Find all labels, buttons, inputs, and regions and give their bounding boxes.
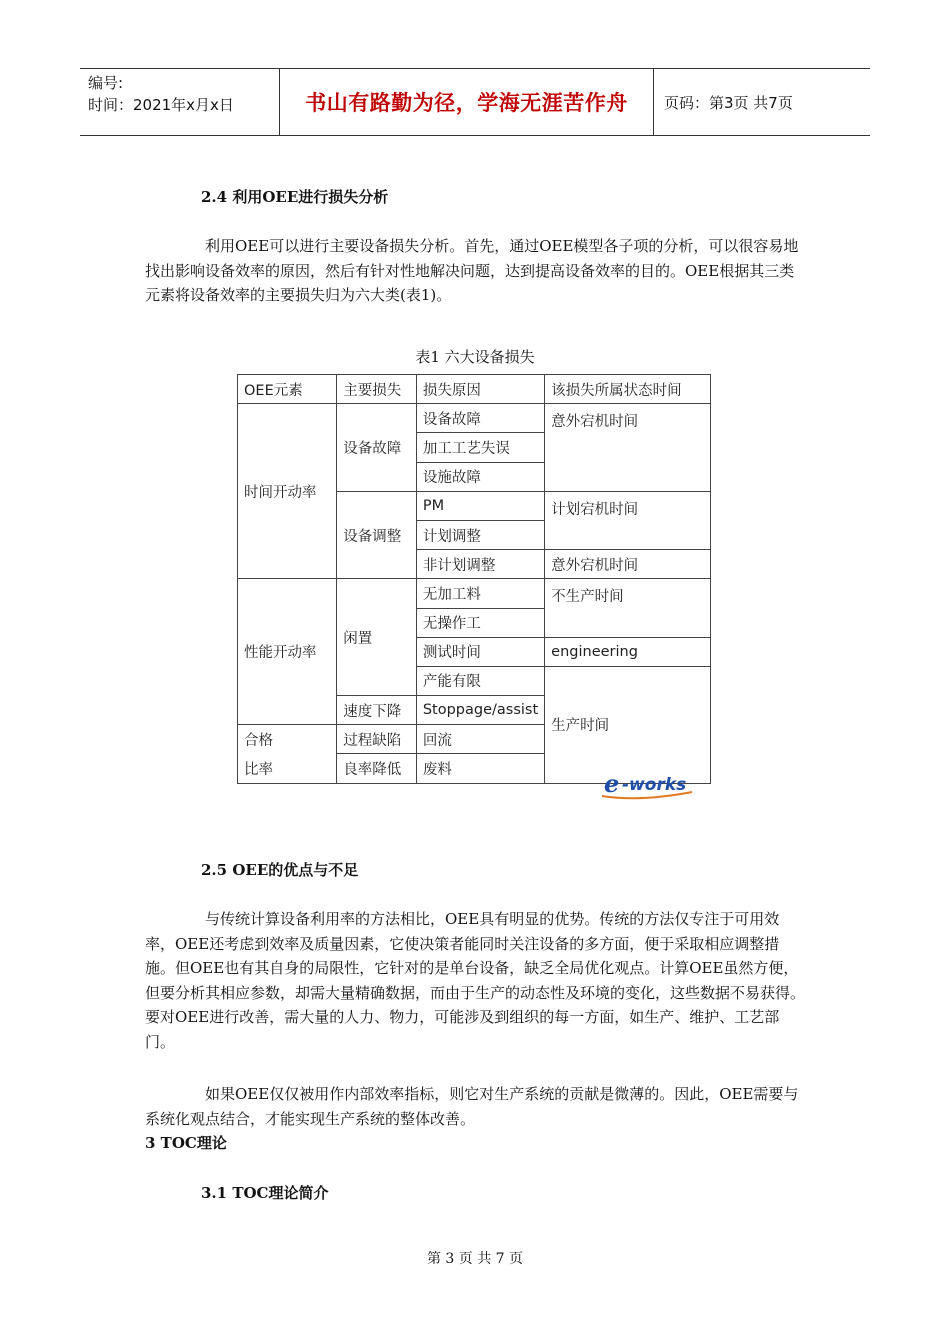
cause-cell: 废料: [416, 754, 544, 783]
cause-cell: 计划调整: [416, 520, 544, 549]
logo-e: e: [604, 769, 620, 798]
loss-breakdown: 设备故障: [337, 404, 417, 492]
cause-cell: PM: [416, 491, 544, 520]
state-cell: 计划宕机时间: [545, 491, 711, 549]
oee-element-quality-2: 比率: [238, 754, 337, 783]
six-losses-table: [237, 374, 711, 784]
cause-cell: 设施故障: [416, 462, 544, 491]
table-header-row: [238, 375, 711, 404]
page-header: [80, 68, 870, 136]
cause-cell: 无操作工: [416, 608, 544, 637]
time-label: 时间：2021年x月x日: [88, 96, 234, 114]
state-cell: 生产时间: [545, 666, 711, 783]
table-header-cell: 主要损失: [337, 375, 417, 404]
cause-cell: 设备故障: [416, 404, 544, 433]
state-cell: 意外宕机时间: [545, 550, 711, 579]
section-2-5-paragraph-2: 如果OEE仅仅被用作内部效率指标，则它对生产系统的贡献是微薄的。因此，OEE需要与系统化观点结合，才能实现生产系统的整体改善。: [145, 1085, 799, 1128]
page-footer: 第 3 页 共 7 页: [426, 1251, 524, 1267]
logo-works: -works: [622, 775, 687, 795]
state-cell: 意外宕机时间: [545, 404, 711, 492]
cause-cell: 无加工料: [416, 579, 544, 608]
loss-idle: 闲置: [337, 579, 417, 696]
cause-cell: 加工工艺失误: [416, 433, 544, 462]
state-cell: 不生产时间: [545, 579, 711, 637]
oee-element-quality-1: 合格: [238, 725, 337, 754]
table-row: [238, 579, 711, 608]
section-2-5-title: 2.5 OEE的优点与不足: [201, 861, 359, 879]
e-works-logo: [600, 766, 698, 802]
loss-speed: 速度下降: [337, 696, 417, 725]
section-2-4-paragraph: 利用OEE可以进行主要设备损失分析。首先，通过OEE模型各子项的分析，可以很容易地找出影响设备效率的原因，然后有针对性地解决问题，达到提高设备效率的目的。OEE根据其三类元素将设备效率的主要损失归为六大类(表1)。: [145, 237, 799, 304]
oee-element-performance: 性能开动率: [238, 579, 337, 725]
number-label: 编号:: [88, 74, 124, 92]
section-3-title: 3 TOC理论: [145, 1134, 227, 1152]
section-3-1-title: 3.1 TOC理论简介: [201, 1184, 329, 1202]
cause-cell: 回流: [416, 725, 544, 754]
cause-cell: 测试时间: [416, 637, 544, 666]
oee-element-time: 时间开动率: [238, 404, 337, 579]
section-2-5-paragraph-1: 与传统计算设备利用率的方法相比，OEE具有明显的优势。传统的方法仅专注于可用效率，OEE还考虑到效率及质量因素，它使决策者能同时关注设备的多方面，便于采取相应调整措施。但OEE也有其自身的局限性，它针对的是单台设备，缺乏全局优化观点。计算OEE虽然方便，但要分析其相应参数，却需大量精确数据，而由于生产的动态性及环境的变化，这些数据不易获得。要对OEE进行改善，需大量的人力、物力，可能涉及到组织的每一方面，如生产、维护、工艺部门。: [145, 910, 806, 1051]
table-row: [238, 404, 711, 433]
header-motto: 书山有路勤为径，学海无涯苦作舟: [280, 69, 654, 135]
loss-adjustment: 设备调整: [337, 491, 417, 579]
loss-yield: 良率降低: [337, 754, 417, 783]
table-header-cell: OEE元素: [238, 375, 337, 404]
state-cell: engineering: [545, 637, 711, 666]
header-page-info: 页码：第3页 共7页: [664, 93, 793, 112]
table-header-cell: 该损失所属状态时间: [545, 375, 711, 404]
header-meta: [80, 69, 280, 135]
table-header-cell: 损失原因: [416, 375, 544, 404]
cause-cell: Stoppage/assist: [416, 696, 544, 725]
table-caption: 表1 六大设备损失: [415, 348, 535, 366]
cause-cell: 非计划调整: [416, 550, 544, 579]
loss-defect: 过程缺陷: [337, 725, 417, 754]
cause-cell: 产能有限: [416, 666, 544, 695]
section-2-4-title: 2.4 利用OEE进行损失分析: [201, 188, 389, 206]
